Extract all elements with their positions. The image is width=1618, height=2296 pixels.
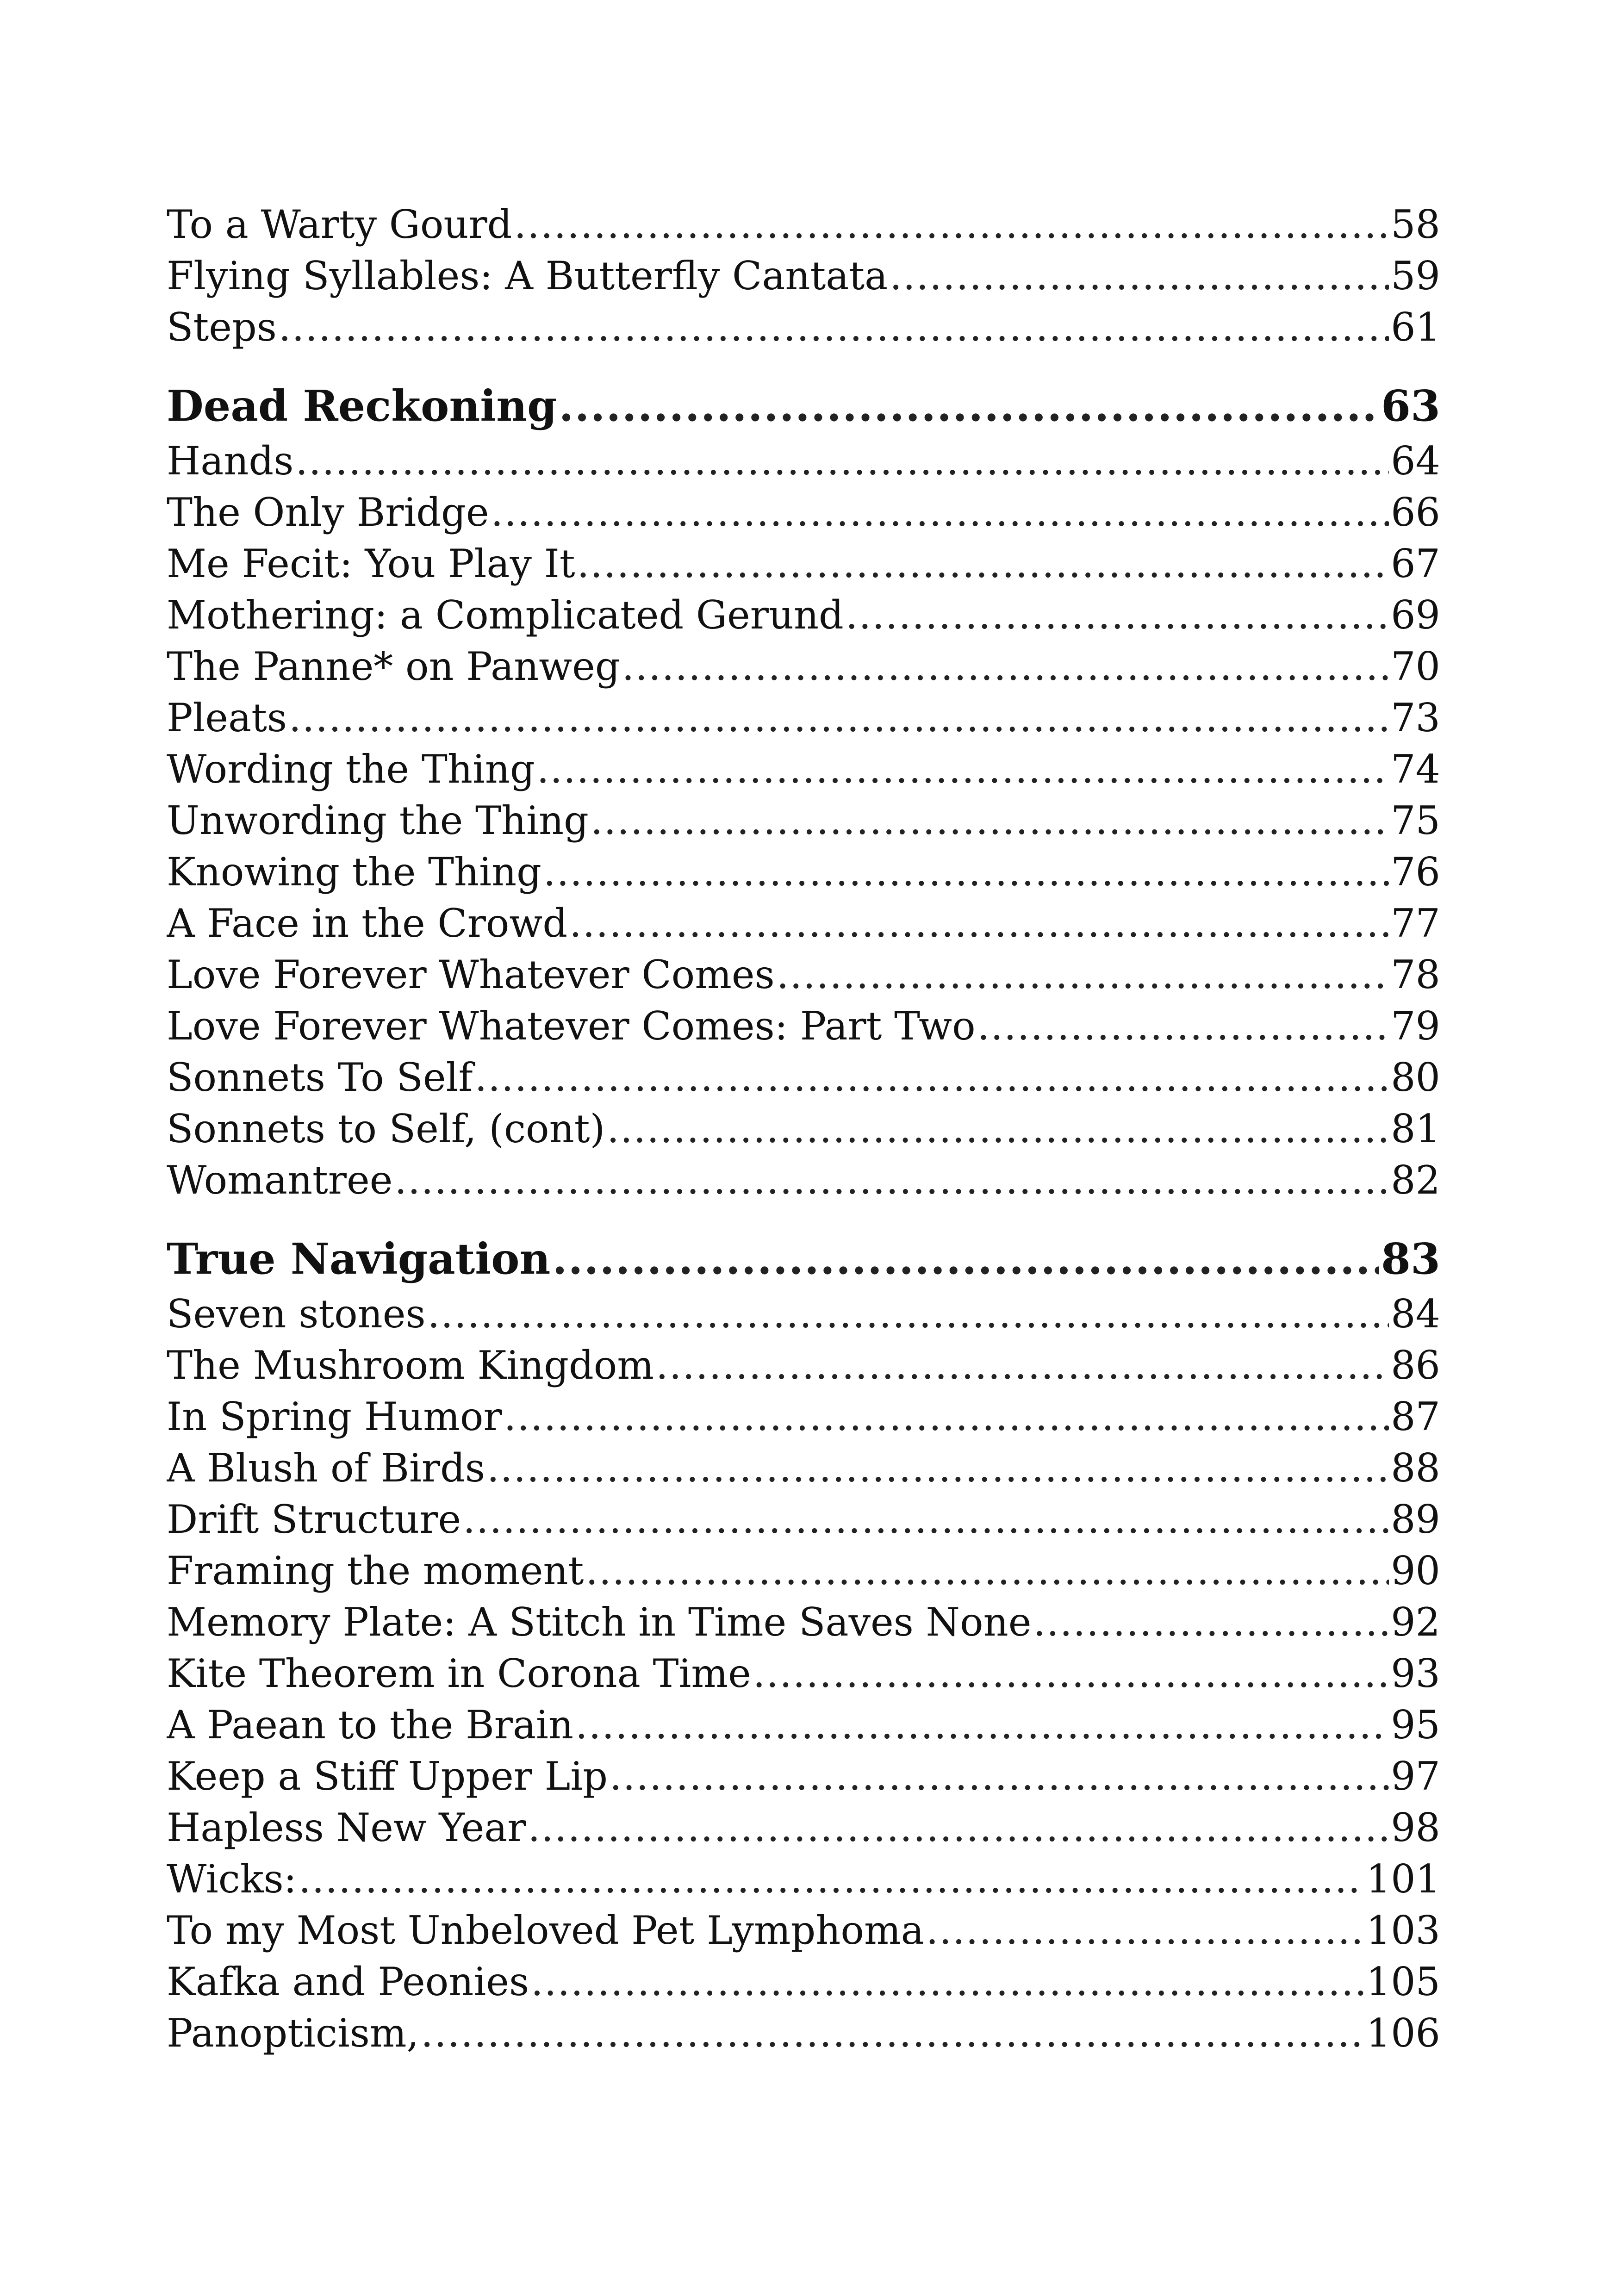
dot-leader (463, 1494, 1389, 1545)
toc-entry[interactable] (167, 1699, 1440, 1751)
entry-title: Steps (167, 305, 277, 350)
dot-leader (491, 487, 1389, 538)
entry-title: Pleats (167, 695, 287, 740)
page-number: 86 (1391, 1343, 1440, 1388)
toc-entry[interactable] (167, 898, 1440, 949)
page-number: 77 (1391, 901, 1440, 946)
toc-entry[interactable] (167, 846, 1440, 898)
entry-title: Panopticism, (167, 2010, 419, 2056)
dot-leader (846, 590, 1389, 641)
entry-title: Memory Plate: A Stitch in Time Saves None (167, 1599, 1032, 1645)
toc-section (167, 1229, 1440, 2059)
entry-title: To a Warty Gourd (167, 202, 512, 247)
page-number: 75 (1391, 798, 1440, 843)
page-number: 88 (1391, 1445, 1440, 1491)
page-number: 81 (1391, 1106, 1440, 1151)
entry-title: Mothering: a Complicated Gerund (167, 592, 844, 638)
dot-leader (559, 376, 1379, 436)
page-number: 66 (1391, 490, 1440, 535)
toc-section-heading[interactable] (167, 376, 1440, 436)
dot-leader (421, 2008, 1364, 2059)
entry-title: A Face in the Crowd (167, 901, 568, 946)
dot-leader (890, 250, 1389, 302)
page-number: 103 (1366, 1908, 1440, 1953)
entry-title: Wicks: (167, 1856, 297, 1902)
entry-title: In Spring Humor (167, 1394, 502, 1439)
toc-entry[interactable] (167, 538, 1440, 590)
toc-entry[interactable] (167, 1802, 1440, 1854)
toc-entry[interactable] (167, 1155, 1440, 1206)
dot-leader (531, 1956, 1364, 2008)
page-number: 92 (1391, 1599, 1440, 1645)
page-number: 83 (1381, 1234, 1440, 1284)
dot-leader (777, 949, 1389, 1001)
page-number: 82 (1391, 1157, 1440, 1203)
page-number: 84 (1391, 1291, 1440, 1337)
page-number: 61 (1391, 305, 1440, 350)
page-number: 90 (1391, 1548, 1440, 1593)
toc-entry[interactable] (167, 590, 1440, 641)
dot-leader (622, 641, 1389, 692)
entry-title: Drift Structure (167, 1497, 461, 1542)
toc-entry[interactable] (167, 1494, 1440, 1545)
page-number: 78 (1391, 952, 1440, 997)
dot-leader (753, 1648, 1389, 1699)
dot-leader (299, 1854, 1364, 1905)
entry-title: Love Forever Whatever Comes: Part Two (167, 1003, 976, 1049)
page-number: 98 (1391, 1805, 1440, 1850)
page-number: 97 (1391, 1754, 1440, 1799)
entry-title: Framing the moment (167, 1548, 584, 1593)
dot-leader (394, 1155, 1389, 1206)
page-number: 63 (1381, 381, 1440, 431)
toc-entry[interactable] (167, 1391, 1440, 1443)
page-number: 58 (1391, 202, 1440, 247)
section-title: Dead Reckoning (167, 381, 557, 431)
dot-leader (428, 1288, 1389, 1340)
section-title: True Navigation (167, 1234, 551, 1284)
toc-entry[interactable] (167, 1854, 1440, 1905)
dot-leader (487, 1443, 1389, 1494)
entry-title: Unwording the Thing (167, 798, 589, 843)
page-number: 105 (1366, 1959, 1440, 2004)
page-number: 80 (1391, 1055, 1440, 1100)
toc-entry[interactable] (167, 1052, 1440, 1103)
dot-leader (585, 1545, 1389, 1597)
dot-leader (475, 1052, 1389, 1103)
toc-entry[interactable] (167, 949, 1440, 1001)
toc-entry[interactable] (167, 641, 1440, 692)
entry-title: Hapless New Year (167, 1805, 526, 1850)
toc-section-heading[interactable] (167, 1229, 1440, 1288)
page-number: 73 (1391, 695, 1440, 740)
page-number: 79 (1391, 1003, 1440, 1049)
entry-title: A Paean to the Brain (167, 1702, 574, 1748)
dot-leader (528, 1802, 1389, 1854)
entry-title: Sonnets to Self, (cont) (167, 1106, 605, 1151)
page-number: 74 (1391, 747, 1440, 792)
page-number: 89 (1391, 1497, 1440, 1542)
dot-leader (289, 692, 1389, 744)
dot-leader (295, 436, 1389, 487)
entry-title: Keep a Stiff Upper Lip (167, 1754, 608, 1799)
entry-title: A Blush of Birds (167, 1445, 485, 1491)
page-number: 93 (1391, 1651, 1440, 1696)
toc-entry[interactable] (167, 1288, 1440, 1340)
toc-entry[interactable] (167, 1751, 1440, 1802)
entry-title: Knowing the Thing (167, 849, 541, 895)
entry-title: Flying Syllables: A Butterfly Cantata (167, 253, 888, 299)
dot-leader (543, 846, 1389, 898)
dot-leader (575, 1699, 1389, 1751)
page-number: 95 (1391, 1702, 1440, 1748)
entry-title: To my Most Unbeloved Pet Lymphoma (167, 1908, 924, 1953)
toc-entry[interactable] (167, 2008, 1440, 2059)
dot-leader (656, 1340, 1389, 1391)
toc-entry[interactable] (167, 1648, 1440, 1699)
toc-section (167, 376, 1440, 1206)
toc-entry[interactable] (167, 302, 1440, 353)
toc-entry[interactable] (167, 436, 1440, 487)
toc-entry[interactable] (167, 692, 1440, 744)
dot-leader (279, 302, 1389, 353)
page-number: 76 (1391, 849, 1440, 895)
dot-leader (514, 199, 1389, 250)
toc-entry[interactable] (167, 1443, 1440, 1494)
toc-entry[interactable] (167, 744, 1440, 795)
toc-entry[interactable] (167, 1103, 1440, 1155)
dot-leader (577, 538, 1389, 590)
dot-leader (504, 1391, 1389, 1443)
toc-entry[interactable] (167, 1001, 1440, 1052)
entry-title: Kite Theorem in Corona Time (167, 1651, 751, 1696)
dot-leader (1033, 1597, 1389, 1648)
dot-leader (610, 1751, 1389, 1802)
entry-title: Seven stones (167, 1291, 426, 1337)
toc-section (167, 199, 1440, 353)
page-number: 64 (1391, 438, 1440, 484)
table-of-contents (167, 199, 1440, 2082)
toc-entry[interactable] (167, 1905, 1440, 1956)
page-number: 101 (1366, 1856, 1440, 1902)
dot-leader (591, 795, 1389, 846)
entry-title: Sonnets To Self (167, 1055, 473, 1100)
page-number: 70 (1391, 644, 1440, 689)
entry-title: The Mushroom Kingdom (167, 1343, 654, 1388)
entry-title: Womantree (167, 1157, 393, 1203)
dot-leader (537, 744, 1389, 795)
dot-leader (607, 1103, 1389, 1155)
toc-entry[interactable] (167, 250, 1440, 302)
toc-entry[interactable] (167, 487, 1440, 538)
toc-entry[interactable] (167, 1545, 1440, 1597)
toc-entry[interactable] (167, 1597, 1440, 1648)
page-number: 59 (1391, 253, 1440, 299)
toc-entry[interactable] (167, 199, 1440, 250)
page-number: 69 (1391, 592, 1440, 638)
toc-entry[interactable] (167, 1340, 1440, 1391)
toc-entry[interactable] (167, 795, 1440, 846)
dot-leader (552, 1229, 1379, 1288)
entry-title: Wording the Thing (167, 747, 535, 792)
entry-title: Love Forever Whatever Comes (167, 952, 775, 997)
dot-leader (977, 1001, 1389, 1052)
entry-title: The Only Bridge (167, 490, 489, 535)
entry-title: The Panne* on Panweg (167, 644, 620, 689)
dot-leader (926, 1905, 1364, 1956)
entry-title: Kafka and Peonies (167, 1959, 529, 2004)
page-number: 106 (1366, 2010, 1440, 2056)
page-number: 87 (1391, 1394, 1440, 1439)
entry-title: Hands (167, 438, 294, 484)
entry-title: Me Fecit: You Play It (167, 541, 575, 586)
dot-leader (569, 898, 1389, 949)
page-number: 67 (1391, 541, 1440, 586)
toc-entry[interactable] (167, 1956, 1440, 2008)
